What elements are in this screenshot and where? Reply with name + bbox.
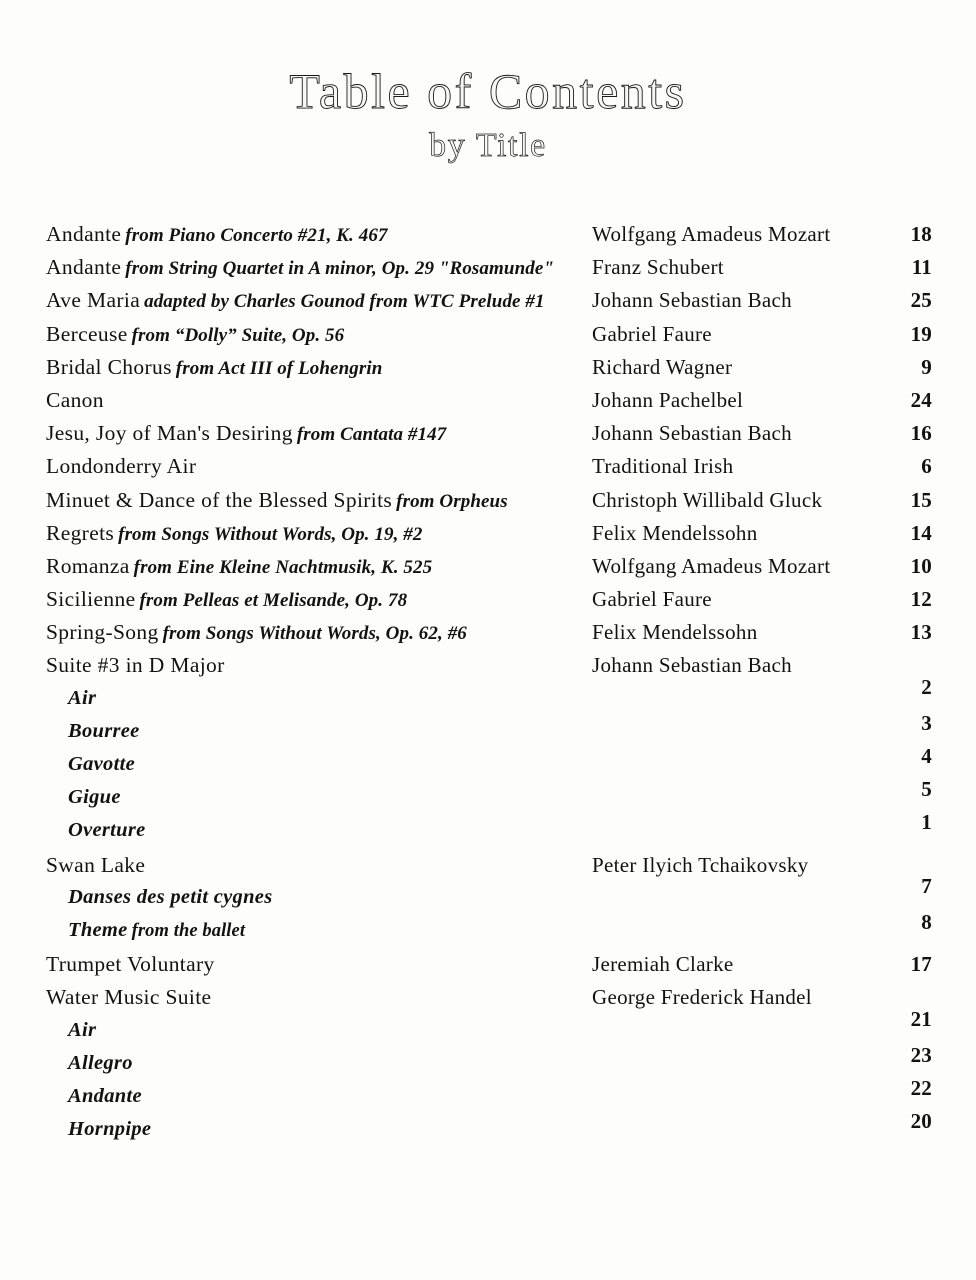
work-title xyxy=(46,255,554,280)
composer-name xyxy=(592,255,724,280)
title-qualifier: from “Dolly” Suite, Op. 56 xyxy=(131,324,345,346)
page-number[interactable] xyxy=(852,288,932,313)
title-qualifier: from String Quartet in A minor, Op. 29 "Rosamunde" xyxy=(125,258,555,280)
title-text: Andante xyxy=(46,222,122,246)
work-title xyxy=(46,521,422,546)
page-number-text: 17 xyxy=(910,952,932,977)
toc-row[interactable] xyxy=(46,288,932,321)
title-qualifier: adapted by Charles Gounod from WTC Prelude #1 xyxy=(144,291,545,313)
page-number-text: 15 xyxy=(910,487,932,512)
composer-name xyxy=(592,421,792,446)
composer-name xyxy=(592,853,808,878)
title-text: Bourree xyxy=(68,719,140,742)
title-text: Spring-Song xyxy=(46,620,159,645)
page-number[interactable] xyxy=(852,620,932,645)
page-number-text: 8 xyxy=(921,909,932,934)
title-text: Water Music Suite xyxy=(46,985,212,1010)
page-number-text: 25 xyxy=(910,288,932,313)
page-number-text: 5 xyxy=(921,777,932,802)
title-qualifier: from Eine Kleine Nachtmusik, K. 525 xyxy=(133,556,433,578)
composer-name xyxy=(592,355,732,380)
title-qualifier: from the ballet xyxy=(131,920,246,941)
composer-text: Johann Pachelbel xyxy=(592,387,744,412)
page-number[interactable] xyxy=(852,521,932,546)
movement-title xyxy=(68,1085,142,1108)
toc-row[interactable] xyxy=(46,853,932,886)
title-text: Theme xyxy=(68,918,128,941)
page-number-text: 2 xyxy=(921,674,932,699)
work-title xyxy=(46,853,145,878)
title-text: Jesu, Joy of Man's Desiring xyxy=(46,421,293,446)
title-text: Bridal Chorus xyxy=(46,354,172,379)
page-number[interactable] xyxy=(852,675,932,700)
toc-row[interactable] xyxy=(46,710,932,753)
page-number-text: 7 xyxy=(921,873,932,898)
toc-row[interactable] xyxy=(46,1006,932,1052)
title-text: Canon xyxy=(46,387,104,412)
composer-name xyxy=(592,620,758,645)
toc-row[interactable] xyxy=(46,454,932,487)
title-text: Andante xyxy=(46,255,122,280)
movement-title xyxy=(68,1118,151,1141)
page-number[interactable] xyxy=(852,454,932,479)
composer-name xyxy=(592,985,812,1010)
title-text: Allegro xyxy=(68,1051,133,1074)
movement-title xyxy=(68,919,245,942)
composer-name xyxy=(592,653,792,678)
title-text: Danses des petit cygnes xyxy=(68,885,273,908)
page-number[interactable] xyxy=(852,322,932,347)
title-text: Londonderry Air xyxy=(46,454,197,479)
page-number-text: 1 xyxy=(921,810,932,835)
work-title xyxy=(46,554,432,579)
composer-name xyxy=(592,288,792,313)
title-line-primary: Table of Contents xyxy=(289,63,687,119)
composer-name xyxy=(592,322,712,347)
toc-row[interactable] xyxy=(46,554,932,587)
movement-title xyxy=(68,720,140,743)
toc-row[interactable] xyxy=(46,322,932,355)
work-title xyxy=(46,288,545,313)
title-text: Gigue xyxy=(68,786,121,809)
toc-row[interactable] xyxy=(46,521,932,554)
page-number[interactable] xyxy=(852,587,932,612)
page-number-text: 12 xyxy=(910,587,932,612)
page-number[interactable] xyxy=(852,355,932,380)
toc-row[interactable] xyxy=(46,1075,932,1118)
page-number[interactable] xyxy=(852,421,932,446)
page-number-text: 4 xyxy=(921,744,932,768)
page-number[interactable] xyxy=(852,874,932,899)
composer-text: Felix Mendelssohn xyxy=(592,620,758,645)
toc-row[interactable] xyxy=(46,421,932,454)
page-number[interactable] xyxy=(852,1109,932,1134)
composer-text: Richard Wagner xyxy=(592,354,733,379)
page-number[interactable] xyxy=(852,554,932,579)
page-number-text: 21 xyxy=(910,1006,932,1031)
toc-row[interactable] xyxy=(46,810,932,852)
page-number-text: 9 xyxy=(921,354,932,379)
composer-name xyxy=(592,454,733,479)
toc-row[interactable] xyxy=(46,587,932,620)
movement-title xyxy=(68,753,135,776)
composer-name xyxy=(592,587,712,612)
toc-entry-list xyxy=(46,222,932,1151)
work-title xyxy=(46,454,196,479)
page-number-text: 20 xyxy=(910,1109,932,1134)
composer-text: Gabriel Faure xyxy=(592,587,712,612)
page-number-text: 24 xyxy=(910,387,932,412)
toc-row[interactable] xyxy=(46,985,932,1018)
toc-row[interactable] xyxy=(46,620,932,653)
toc-row[interactable] xyxy=(46,653,932,686)
page-number[interactable] xyxy=(852,1076,932,1101)
title-text: Ave Maria xyxy=(46,288,141,313)
title-text: Berceuse xyxy=(46,321,128,346)
composer-text: George Frederick Handel xyxy=(592,985,812,1010)
toc-row[interactable] xyxy=(46,255,932,288)
composer-text: Wolfgang Amadeus Mozart xyxy=(592,553,831,578)
page-number-text: 6 xyxy=(921,454,932,479)
page-number[interactable] xyxy=(852,388,932,413)
title-line-secondary: by Title xyxy=(429,127,547,164)
movement-title xyxy=(68,786,121,809)
composer-text: Wolfgang Amadeus Mozart xyxy=(592,222,831,246)
title-text: Gavotte xyxy=(68,753,135,775)
composer-text: Felix Mendelssohn xyxy=(592,520,758,545)
toc-row[interactable] xyxy=(46,952,932,985)
composer-name xyxy=(592,488,822,513)
composer-name xyxy=(592,521,758,546)
composer-name xyxy=(592,388,743,413)
title-text: Sicilienne xyxy=(46,587,136,612)
page-number-text: 13 xyxy=(910,620,932,645)
work-title xyxy=(46,388,104,413)
work-title xyxy=(46,488,508,513)
toc-row[interactable] xyxy=(46,388,932,421)
toc-row[interactable] xyxy=(46,674,932,720)
composer-text: Johann Sebastian Bach xyxy=(592,421,792,446)
composer-name xyxy=(592,952,734,977)
toc-row[interactable] xyxy=(46,488,932,521)
work-title xyxy=(46,653,225,678)
page-number[interactable] xyxy=(852,744,932,769)
page-number[interactable] xyxy=(852,711,932,736)
work-title xyxy=(46,952,215,977)
page-number[interactable] xyxy=(852,1043,932,1068)
title-text: Swan Lake xyxy=(46,852,146,877)
composer-text: Traditional Irish xyxy=(592,454,734,479)
title-text: Regrets xyxy=(46,520,115,545)
page-number-text: 10 xyxy=(910,553,932,578)
page-number-text: 11 xyxy=(911,255,932,280)
title-text: Air xyxy=(68,686,97,709)
title-qualifier: from Songs Without Words, Op. 62, #6 xyxy=(162,623,467,645)
toc-row[interactable] xyxy=(46,873,932,919)
title-qualifier: from Piano Concerto #21, K. 467 xyxy=(125,225,388,246)
toc-row[interactable] xyxy=(46,1109,932,1151)
movement-title xyxy=(68,886,272,909)
page-title xyxy=(0,62,976,166)
title-text: Romanza xyxy=(46,553,130,578)
title-qualifier: from Cantata #147 xyxy=(296,424,447,446)
movement-title xyxy=(68,1052,133,1075)
page-number[interactable] xyxy=(852,1007,932,1032)
composer-text: Gabriel Faure xyxy=(592,321,712,346)
page-number-text: 23 xyxy=(910,1042,932,1067)
composer-text: Jeremiah Clarke xyxy=(592,952,734,977)
title-text: Minuet & Dance of the Blessed Spirits xyxy=(46,487,393,512)
title-text: Trumpet Voluntary xyxy=(46,952,215,977)
composer-text: Peter Ilyich Tchaikovsky xyxy=(592,852,809,877)
work-title xyxy=(46,985,211,1010)
page-number[interactable] xyxy=(852,255,932,280)
page-number[interactable] xyxy=(852,488,932,513)
page-number[interactable] xyxy=(852,777,932,802)
work-title xyxy=(46,322,344,347)
toc-row[interactable] xyxy=(46,355,932,388)
title-qualifier: from Act III of Lohengrin xyxy=(175,357,383,379)
composer-text: Johann Sebastian Bach xyxy=(592,288,792,313)
movement-title xyxy=(68,1019,96,1042)
work-title xyxy=(46,355,382,380)
movement-title xyxy=(68,687,96,710)
toc-row[interactable] xyxy=(46,777,932,819)
page-number-text: 18 xyxy=(910,222,932,246)
composer-name xyxy=(592,554,830,579)
title-text: Andante xyxy=(68,1084,142,1107)
page-number-text: 14 xyxy=(910,520,932,545)
title-qualifier: from Songs Without Words, Op. 19, #2 xyxy=(118,523,423,545)
page-number-text: 16 xyxy=(910,421,932,446)
toc-row[interactable] xyxy=(46,909,932,952)
toc-row[interactable] xyxy=(46,744,932,786)
composer-text: Christoph Willibald Gluck xyxy=(592,487,823,512)
work-title xyxy=(46,222,388,247)
work-title xyxy=(46,421,446,446)
composer-text: Franz Schubert xyxy=(592,255,724,280)
page-number[interactable] xyxy=(852,222,932,247)
title-text: Air xyxy=(68,1018,97,1041)
page-number[interactable] xyxy=(852,952,932,977)
title-text: Overture xyxy=(68,819,146,842)
page-number[interactable] xyxy=(852,810,932,835)
toc-row[interactable] xyxy=(46,222,932,255)
composer-name xyxy=(592,222,830,247)
page-number-text: 22 xyxy=(910,1075,932,1100)
work-title xyxy=(46,587,407,612)
page-number[interactable] xyxy=(852,910,932,935)
title-text: Suite #3 in D Major xyxy=(46,653,225,678)
title-text: Hornpipe xyxy=(68,1118,152,1141)
toc-row[interactable] xyxy=(46,1042,932,1085)
page-number-text: 3 xyxy=(921,710,932,735)
composer-text: Johann Sebastian Bach xyxy=(592,653,792,678)
page-number-text: 19 xyxy=(910,321,932,346)
title-qualifier: from Orpheus xyxy=(396,490,508,512)
title-qualifier: from Pelleas et Melisande, Op. 78 xyxy=(139,590,408,612)
work-title xyxy=(46,620,467,645)
movement-title xyxy=(68,819,146,842)
